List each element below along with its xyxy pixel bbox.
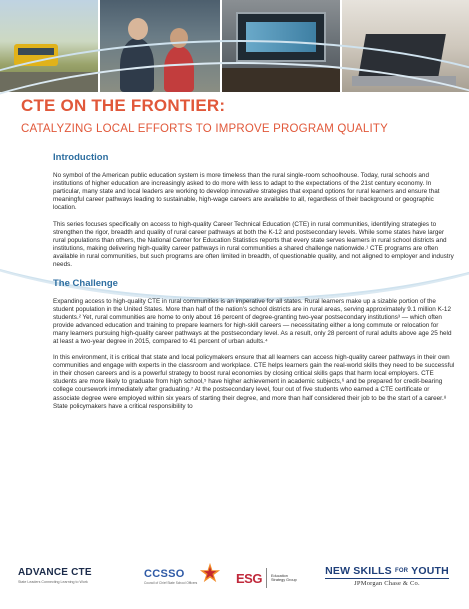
jpmorgan-chase-text: JPMorgan Chase & Co. [354,580,420,587]
challenge-paragraph-1: Expanding access to high-quality CTE in rural communities is an imperative for all states. Rural learners make up a sizable portion of the student population in the United States. More than half of the nation’s school districts are in rural areas, serving approximately 9.1 million K-12 students.² Yet, rural communities are home to only about 16 percent of degree-granting two-year postsecondary institutions³ — which often provide advanced education and training to prepare learners for high-skill careers — necessitating either a long commute or relocation for many learners pursuing high-quality career pathways at the postsecondary level. As a result, only 28 percent of rural adults above age 25 held at least a two-year degree in 2015, compared to 41 percent of urban adults.⁴ [53,297,452,345]
nsfy-word-a: NEW SKILLS [325,565,392,577]
advance-word: ADVANCE [18,567,69,578]
star-icon [199,562,221,584]
nsfy-word-b: YOUTH [411,565,449,577]
challenge-paragraph-2: In this environment, it is critical that state and local policymakers ensure that all learners can access high-quality career pathways in their own communities and engage with experts in the classroom and workplace. CTE helps learners gain the real-world skills they need to be successful in their chosen careers and is a powerful strategy to boost rural economies by closing critical skills gaps that harm local employers. CTE students are more likely to graduate from high school,⁵ have higher achievement in academic subjects,⁶ and be prepared for credit-bearing college coursework immediately after graduating.⁷ At the postsecondary level, four out of five students who earned a CTE certificate or associate degree were employed within six years of starting their degree, and more than half considered their job to be the start of a career.⁸ State policymakers have a critical responsibility to [53,354,455,410]
intro-paragraph-2: This series focuses specifically on access to high-quality Career Technical Education (CTE) in rural communities, identifying strategies to strengthen the rigor, breadth and quality of rural career pathways at both the K-12 and postsecondary levels. While some states have larger rural populations than others, the National Center for Education Statistics reports that every state serves learners in rural school districts and institutions, making delivering high-quality career pathways in rural communities a shared challenge nationwide.¹ CTE programs are often available in rural communities, but such programs are often limited in breadth, of questionable quality, and not aligned to employer and industry needs. [53,220,454,268]
section-heading-introduction: Introduction [53,152,109,163]
esg-logo [236,568,297,588]
intro-paragraph-1: No symbol of the American public education system is more timeless than the rural single-room schoolhouse. Today, rural schools and institutions of higher education are increasingly asked to do more with less to adapt to the expectations of the 21st century economy. In particular, many state and local leaders are working to develop innovative strategies that expand options for rural learners and ensure that meaningful career pathways leading to sustainable, high-wage careers are available to all, regardless of their background or geographic location. [53,172,440,212]
page-title: CTE ON THE FRONTIER: [21,96,226,115]
page-subtitle: CATALYZING LOCAL EFFORTS TO IMPROVE PROGRAM QUALITY [21,123,388,135]
ccsso-tagline: Council of Chief State School Officers [144,581,198,585]
advance-cte-word: CTE [71,567,92,578]
ccsso-logo [144,568,197,585]
esg-text: Education Strategy Group [270,573,297,582]
advance-cte-logo [18,567,92,584]
ccsso-word: CCSSO [144,568,185,580]
advance-tagline: State Leaders Connecting Learning to Work [18,580,88,584]
section-heading-challenge: The Challenge [53,277,118,289]
new-skills-for-youth-logo [321,565,453,587]
nsfy-for: FOR [394,568,409,575]
footer-logos [0,556,469,609]
document-body [53,152,455,419]
esg-mark: ESG [236,570,262,586]
